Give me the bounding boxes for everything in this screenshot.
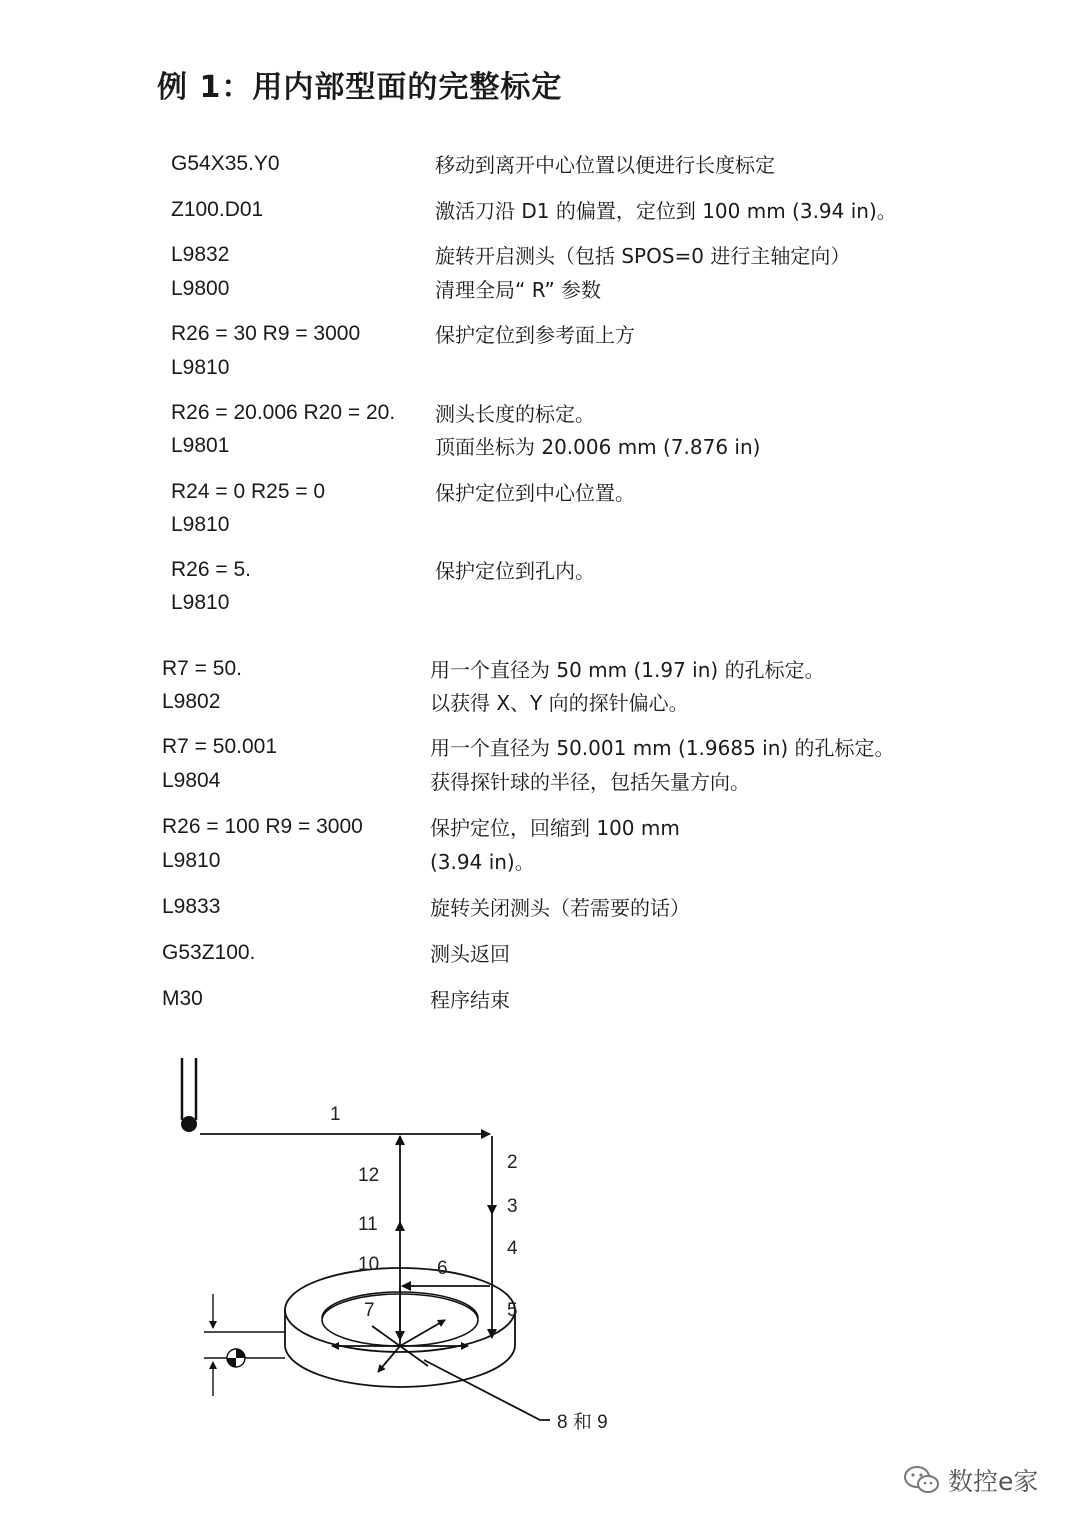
code-line: G54X35.Y0 [171,152,280,175]
code-line: G53Z100. [162,941,256,964]
code-line: L9810 [171,513,230,536]
code-line: M30 [162,987,203,1010]
desc-line: 保护定位，回缩到 100 mm [430,816,680,840]
wechat-icon [902,1464,942,1496]
desc-line: 顶面坐标为 20.006 mm (7.876 in) [435,435,761,459]
path-label-6: 6 [437,1258,448,1279]
desc-line: 测头返回 [430,942,510,966]
code-line: L9832 [171,243,230,266]
desc-line: 激活刀沿 D1 的偏置，定位到 100 mm (3.94 in)。 [435,199,897,223]
code-line: R26 = 20.006 R20 = 20. [171,401,396,424]
path-label-11: 11 [358,1214,378,1235]
code-line: L9810 [171,356,230,379]
code-line: L9804 [162,769,221,792]
desc-line: 清理全局“ R” 参数 [435,278,602,302]
desc-line: 以获得 X、Y 向的探针偏心。 [430,691,689,715]
watermark [902,1462,1038,1498]
path-label-12: 12 [358,1165,380,1186]
path-label-8-9: 8 和 9 [557,1412,608,1433]
path-label-4: 4 [507,1238,518,1259]
desc-line: 获得探针球的半径，包括矢量方向。 [430,770,750,794]
probe-path-diagram [0,1040,700,1460]
code-line: R26 = 30 R9 = 3000 [171,322,361,345]
path-label-1: 1 [330,1104,341,1125]
path-label-5: 5 [507,1300,518,1321]
path-label-3: 3 [507,1196,518,1217]
desc-line: (3.94 in)。 [430,850,535,874]
desc-line: 旋转开启测头（包括 SPOS=0 进行主轴定向） [435,244,851,268]
path-label-2: 2 [507,1152,518,1173]
desc-line: 移动到离开中心位置以便进行长度标定 [435,153,775,177]
code-line: R26 = 5. [171,558,251,581]
code-line: Z100.D01 [171,198,264,221]
probe-stylus [181,1058,197,1132]
path-label-10: 10 [358,1254,380,1275]
code-line: R7 = 50.001 [162,735,278,758]
desc-line: 程序结束 [430,988,510,1012]
desc-line: 保护定位到参考面上方 [435,323,635,347]
desc-line: 保护定位到中心位置。 [435,481,635,505]
page-title: 例 1：用内部型面的完整标定 [157,70,563,105]
code-line: L9833 [162,895,221,918]
code-line: L9800 [171,277,230,300]
code-line: L9802 [162,690,221,713]
code-line: L9801 [171,434,230,457]
desc-line: 用一个直径为 50.001 mm (1.9685 in) 的孔标定。 [430,736,895,760]
code-line: R24 = 0 R25 = 0 [171,480,326,503]
code-line: L9810 [171,591,230,614]
desc-line: 保护定位到孔内。 [435,559,595,583]
path-label-7: 7 [364,1300,375,1321]
desc-line: 测头长度的标定。 [435,402,595,426]
code-line: L9810 [162,849,221,872]
watermark-text: 数控e家 [948,1467,1039,1496]
code-line: R26 = 100 R9 = 3000 [162,815,363,838]
desc-line: 旋转关闭测头（若需要的话） [430,896,690,920]
height-dimension [204,1294,285,1396]
code-line: R7 = 50. [162,657,242,680]
desc-line: 用一个直径为 50 mm (1.97 in) 的孔标定。 [430,658,825,682]
